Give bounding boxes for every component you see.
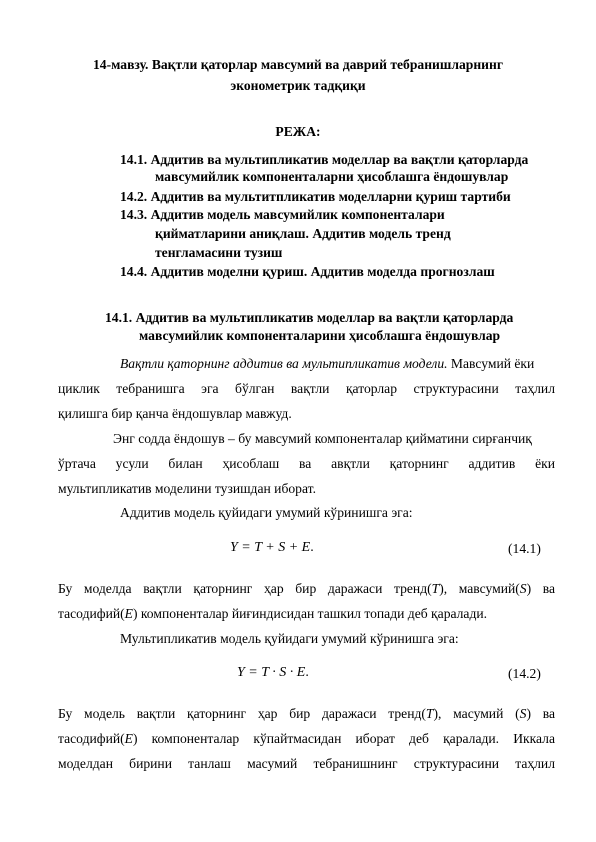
paragraph-6-line-2	[58, 730, 555, 747]
paragraph-2-line-3: мультипликатив моделини тузишдан иборат.	[58, 481, 316, 496]
paragraph-1-line-2: циклик тебранишга эга бўлган вақтли қаторлар структурасини таҳлил	[58, 381, 555, 396]
paragraph-1-line-3: қилишга бир қанча ёндошувлар мавжуд.	[58, 406, 292, 421]
paragraph-4-line-1	[58, 580, 555, 597]
section-heading-line-2: мавсумийлик компоненталарини ҳисоблашга ёндошувлар	[139, 328, 501, 343]
paragraph-4-S: S	[519, 581, 527, 596]
paragraph-6-T: T	[425, 706, 434, 721]
section-heading-line-1: 14.1. Аддитив ва мультипликатив моделлар ва вақтли қаторларда	[105, 310, 514, 325]
equation-14-1-dot: .	[310, 540, 314, 555]
paragraph-6-text-a: Бу модель вақтли қаторнинг ҳар бир даражаси тренд(	[58, 706, 426, 721]
paragraph-5: Мультипликатив модель қуйидаги умумий кўринишга эга:	[120, 631, 459, 646]
paragraph-4-E: E	[124, 606, 133, 621]
paragraph-2-line-1: Энг содда ёндошув – бу мавсумий компоненталар қийматини сирғанчиқ	[113, 431, 532, 446]
paragraph-4-text-a: Бу моделда вақтли қаторнинг ҳар бир даражаси тренд(	[58, 581, 432, 596]
paragraph-4-T: T	[431, 581, 440, 596]
paragraph-6-line-1	[58, 705, 555, 722]
plan-heading: РЕЖА:	[275, 124, 321, 139]
document-title-line-1: 14-мавзу. Вақтли қаторлар мавсумий ва даврий тебранишларнинг	[92, 57, 503, 72]
plan-item-3-line-3: тенгламасини тузиш	[155, 245, 283, 260]
paragraph-2-line-2: ўртача усули билан ҳисоблаш ва авқтли қаторнинг аддитив ёки	[58, 456, 555, 471]
equation-14-2-formula: Y = T · S · E	[237, 665, 306, 680]
plan-item-1-line-2: мавсумийлик компоненталарни ҳисоблашга ёндошувлар	[155, 169, 509, 184]
plan-item-3-line-2: қийматларини аниқлаш. Аддитив модель тренд	[155, 226, 451, 241]
plan-item-2-line-1: 14.2. Аддитив ва мультитпликатив моделларни қуриш тартиби	[120, 189, 511, 204]
equation-14-1	[230, 540, 314, 556]
paragraph-1-rest: Мавсумий ёки	[447, 356, 535, 371]
paragraph-6-line-3: моделдан бирини танлаш масумий тебранишнинг структурасини таҳлил	[58, 756, 555, 771]
equation-14-2-number: (14.2)	[508, 666, 541, 681]
paragraph-6-S: S	[519, 706, 527, 721]
paragraph-6-text-c: ) ва	[526, 706, 556, 721]
paragraph-1-line-1	[120, 355, 534, 372]
paragraph-6-text-e: ) компоненталар кўпайтмасидан иборат деб қаралади. Иккала	[132, 731, 555, 746]
paragraph-3: Аддитив модель қуйидаги умумий кўринишга эга:	[120, 505, 413, 520]
equation-14-2	[237, 665, 309, 681]
plan-item-4-line-1: 14.4. Аддитив моделни қуриш. Аддитив моделда прогнозлаш	[120, 264, 495, 279]
paragraph-6-text-d: тасодифий(	[58, 731, 125, 746]
paragraph-6-text-b: ), масумий (	[433, 706, 520, 721]
equation-14-1-number: (14.1)	[508, 541, 541, 556]
paragraph-4-text-d: тасодифий(	[58, 606, 125, 621]
paragraph-4-line-2	[58, 605, 487, 622]
equation-14-2-dot: .	[305, 665, 309, 680]
paragraph-6-E: E	[124, 731, 133, 746]
paragraph-4-text-b: ), мавсумий(	[439, 581, 520, 596]
paragraph-1-italic-term: Вақтли қаторнинг аддитив ва мультипликатив модели.	[120, 356, 448, 371]
plan-item-3-line-1: 14.3. Аддитив модель мавсумийлик компоненталари	[120, 207, 445, 222]
paragraph-4-text-c: ) ва	[526, 581, 555, 596]
paragraph-4-text-e: ) компоненталар йиғиндисидан ташкил топади деб қаралади.	[132, 606, 488, 621]
plan-item-1-line-1: 14.1. Аддитив ва мультипликатив моделлар ва вақтли қаторларда	[120, 152, 529, 167]
equation-14-1-formula: Y = T + S + E	[230, 540, 311, 555]
document-title-line-2: эконометрик тадқиқи	[230, 78, 366, 93]
